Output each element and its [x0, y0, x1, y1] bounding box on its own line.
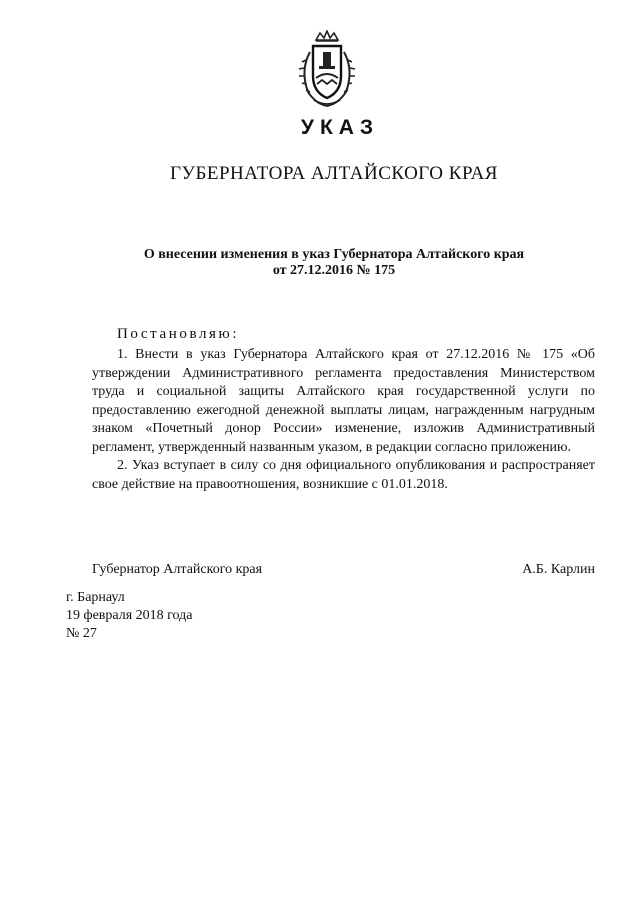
signature-position: Губернатор Алтайского края — [92, 562, 263, 577]
document-footer — [66, 589, 193, 643]
document-subtitle: ГУБЕРНАТОРА АЛТАЙСКОГО КРАЯ — [170, 163, 498, 184]
paragraph-2: 2. Указ вступает в силу со дня официального опубликования и распространяет свое действие на правоотношения, возникшие с 01.01.2018. — [92, 458, 595, 492]
body-text — [92, 346, 595, 494]
signature-name: А.Б. Карлин — [522, 562, 595, 577]
heading-line-2: от 27.12.2016 № 175 — [272, 263, 396, 278]
document-title: УКАЗ — [300, 116, 380, 139]
document-heading — [0, 247, 640, 279]
footer-number: № 27 — [66, 626, 97, 641]
signature-row — [92, 562, 595, 578]
paragraph-1: 1. Внести в указ Губернатора Алтайского края от 27.12.2016 № 175 «Об утверждении Административного регламента предоставления Министерством труда и социальной защиты Алтайского края государственной услуги по предоставлению ежегодной денежной выплаты лицам, награжденным нагрудным знаком «Почетный донор России» изменение, изложив Административный регламент, утвержденный названным указом, в редакции согласно приложению. — [92, 347, 595, 455]
heading-line-1: О внесении изменения в указ Губернатора Алтайского края — [143, 247, 525, 262]
coat-of-arms-emblem — [296, 30, 358, 110]
preamble: Постановляю: — [117, 326, 240, 342]
footer-city: г. Барнаул — [66, 590, 125, 605]
footer-date: 19 февраля 2018 года — [66, 608, 193, 623]
